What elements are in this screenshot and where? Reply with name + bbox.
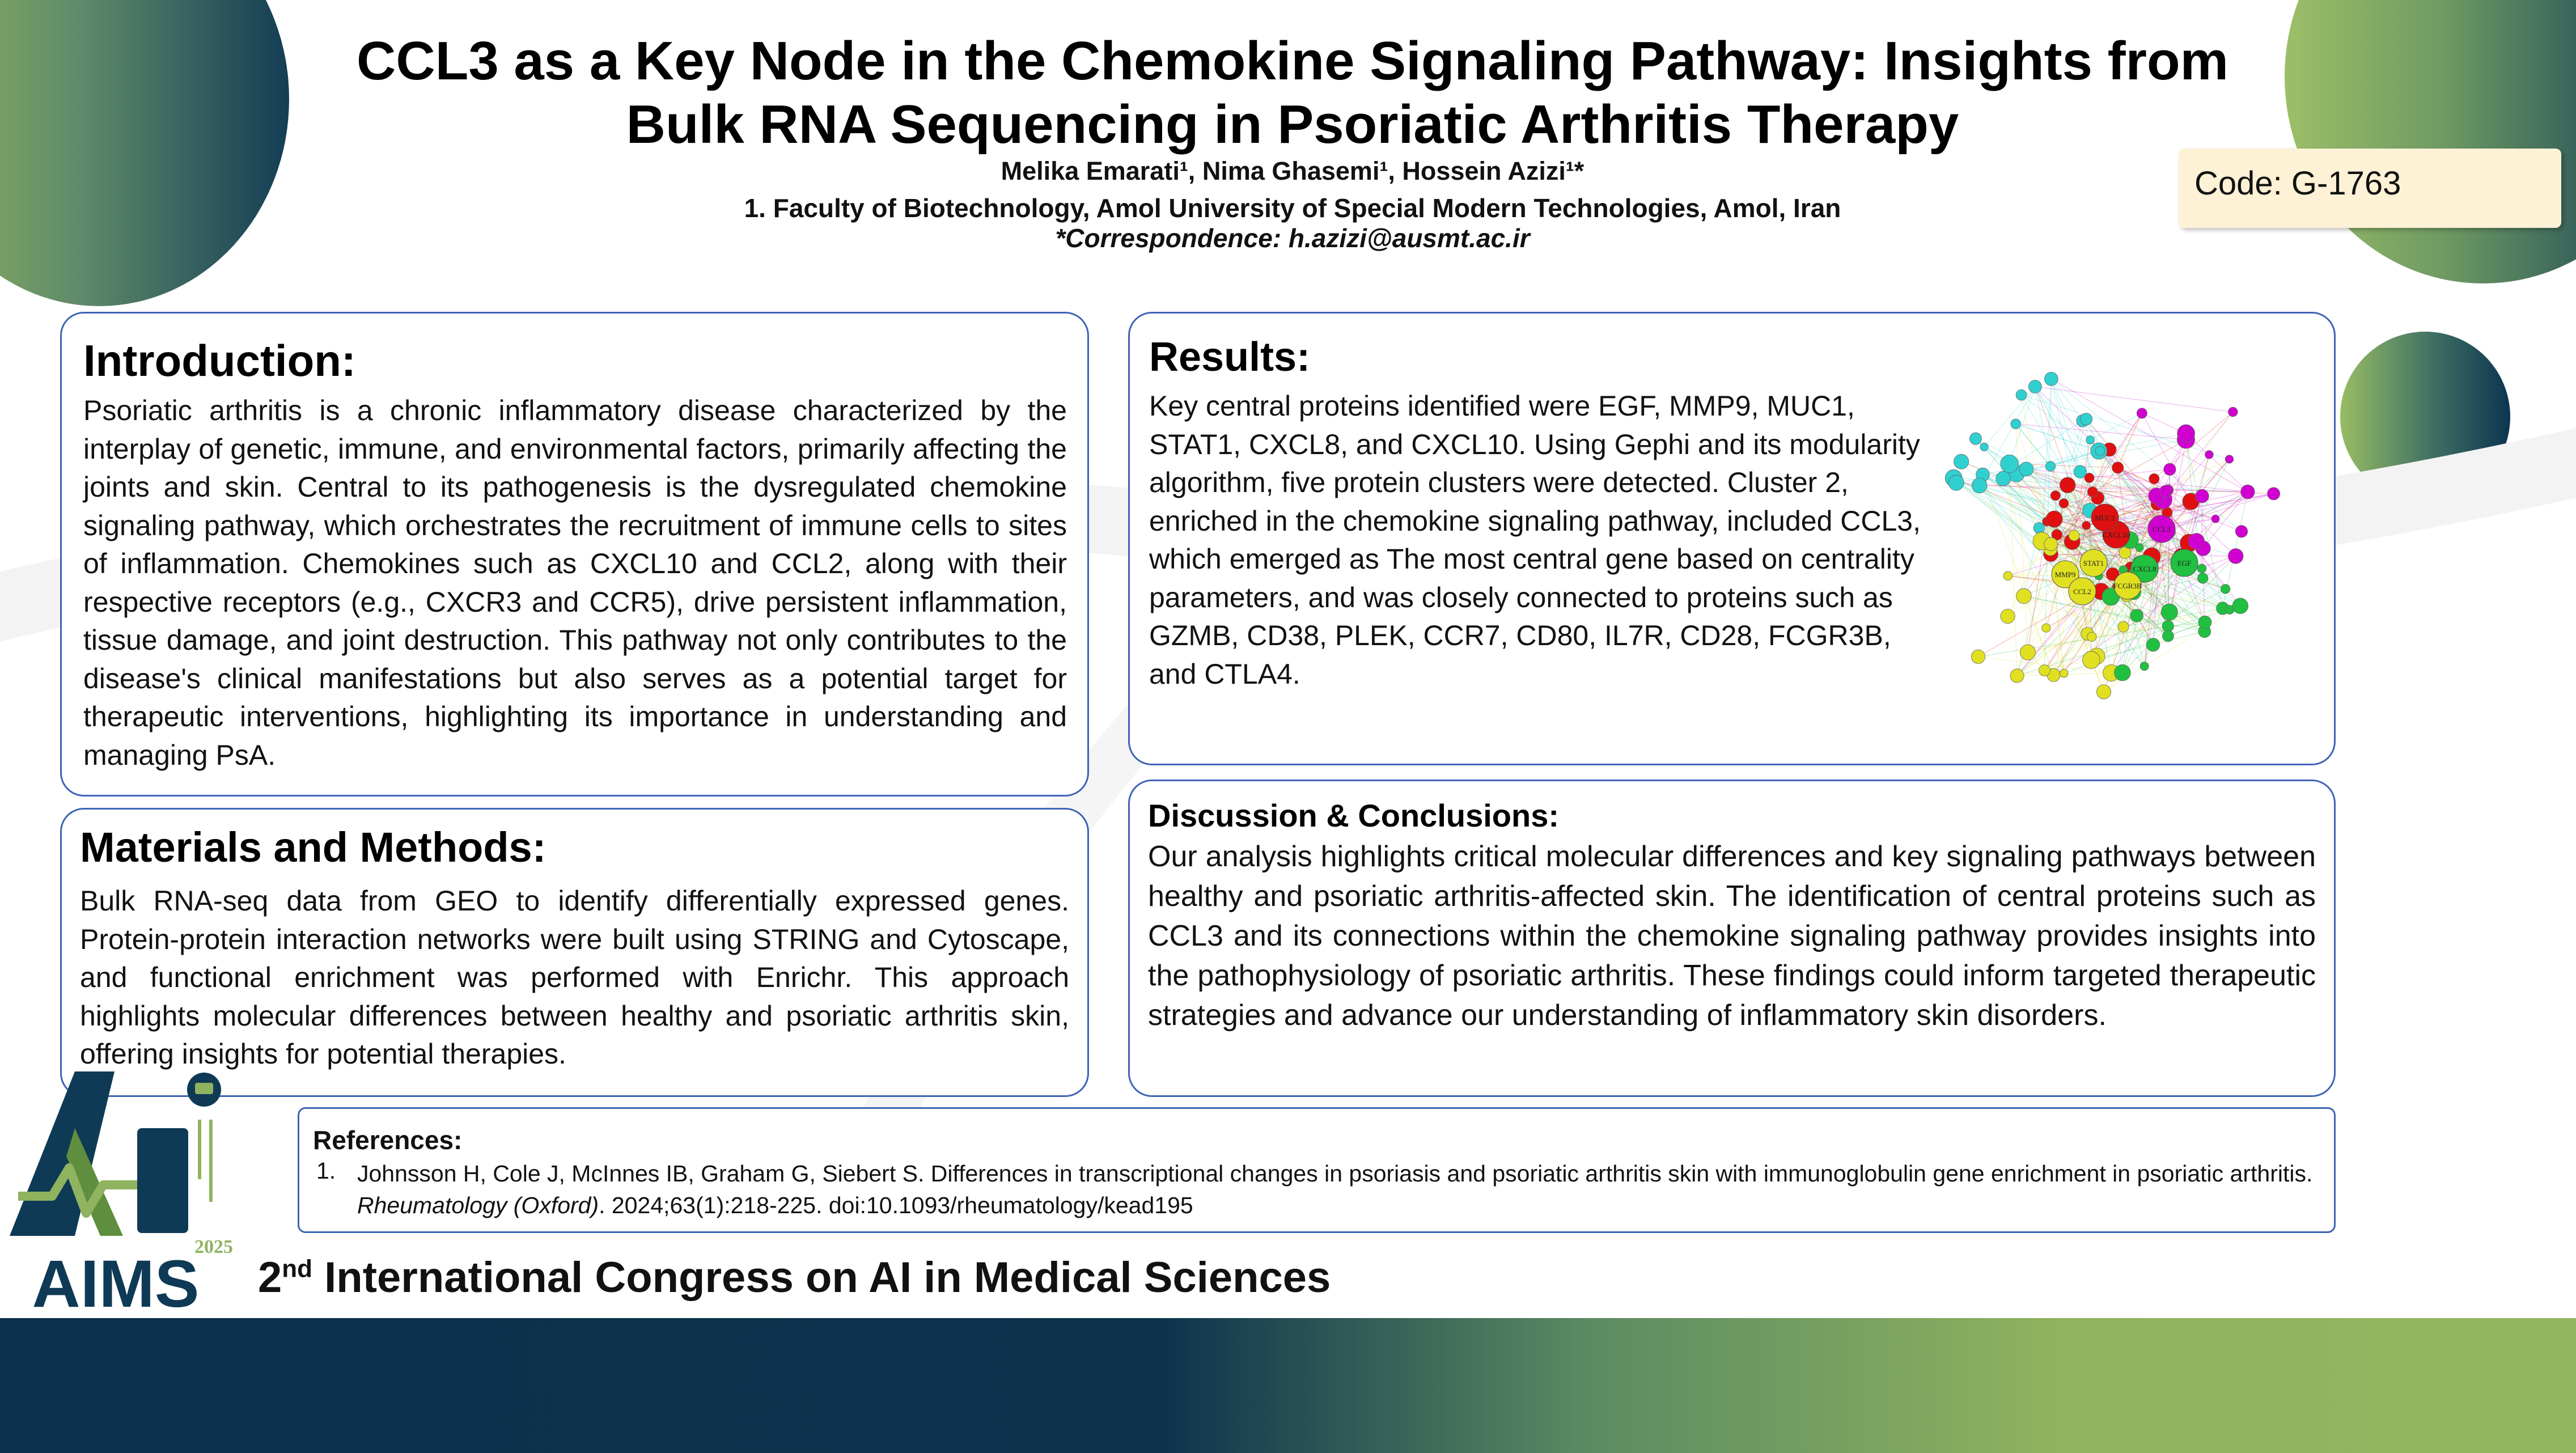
discussion-body: Our analysis highlights critical molecular differences and key signaling pathways between healthy and psoriatic arthritis-affected skin. The identification of central proteins such as CCL3 and its connections within the chemokine signaling pathway provides insights into the pathophysiology of psoriatic arthritis. These findings could inform targeted therapeutic strategies and advance our understanding of inflammatory skin disorders.	[1148, 840, 2316, 1032]
introduction-panel	[60, 312, 1089, 797]
network-node	[2163, 630, 2174, 642]
network-node	[2196, 489, 2209, 503]
network-node	[2198, 616, 2211, 629]
network-node	[2096, 685, 2111, 699]
network-node	[2019, 462, 2033, 476]
results-heading: Results:	[1149, 334, 1311, 380]
network-node	[2046, 511, 2062, 527]
network-node	[2211, 515, 2219, 523]
network-node	[1971, 650, 1985, 663]
discussion-panel	[1128, 780, 2336, 1097]
network-node	[2060, 477, 2075, 493]
network-node	[2016, 588, 2032, 604]
references-heading: References:	[313, 1125, 463, 1155]
network-node	[2221, 584, 2230, 594]
network-node	[2198, 573, 2208, 583]
network-node	[2197, 564, 2206, 573]
network-node	[2050, 491, 2060, 501]
network-hub-label: MMP9	[2054, 570, 2076, 579]
network-node	[2137, 408, 2147, 418]
network-node	[2112, 462, 2124, 473]
network-node	[2083, 651, 2100, 669]
network-node	[2044, 372, 2058, 386]
poster-title: CCL3 as a Key Node in the Chemokine Signaling Pathway: Insights from Bulk RNA Sequencing in Psoriatic Arthritis Therapy	[357, 31, 2228, 155]
network-node	[2086, 436, 2095, 444]
network-node	[2130, 609, 2143, 622]
network-node	[2232, 598, 2248, 614]
network-node	[2177, 425, 2195, 442]
network-hub-label: EGF	[2177, 559, 2192, 567]
network-hub-label: CCL2	[2073, 587, 2091, 596]
network-edge	[2016, 424, 2186, 440]
network-hub-label: CCL3	[2153, 525, 2171, 533]
network-hub-label: STAT1	[2083, 559, 2104, 567]
introduction-body: Psoriatic arthritis is a chronic inflammatory disease characterized by the interplay of genetic, immune, and environmental factors, primarily affecting the joints and skin. Central to its pathogenesis is the dysregulated chemokine signaling pathway, which orchestrates the recruitment of immune cells to sites of inflammation. Chemokines such as CXCL10 and CCL2, along with their respective receptors (e.g., CXCR3 and CCR5), drive persistent inflammation, tissue damage, and joint destruction. This pathway not only contributes to the disease's clinical manifestations but also serves as a potential target for therapeutic interventions, highlighting its importance in understanding and managing PsA.	[83, 395, 1067, 771]
decorative-circle-top-left	[0, 0, 289, 306]
network-node	[2228, 407, 2238, 417]
network-node	[2069, 530, 2079, 541]
methods-body: Bulk RNA-seq data from GEO to identify differentially expressed genes. Protein-protein interaction networks were built using STRING and Cytoscape, and functional enrichment was performed with Enrichr. This approach highlights molecular differences between healthy and psoriatic arthritis skin, offering insights for potential therapies.	[80, 885, 1069, 1070]
network-edge	[2118, 413, 2142, 468]
discussion-heading: Discussion & Conclusions:	[1148, 798, 1559, 833]
network-node	[2001, 455, 2019, 473]
network-node	[1980, 443, 1988, 451]
network-node	[2001, 609, 2015, 623]
congress-ordinal: nd	[282, 1255, 313, 1283]
decorative-circle-top-right	[2285, 0, 2576, 283]
aims-logo	[7, 1066, 236, 1312]
network-hub-label: CXCL8	[2133, 565, 2156, 573]
network-node	[2225, 455, 2233, 463]
references-panel	[298, 1107, 2336, 1233]
network-hub-label: CXCL10	[2103, 531, 2130, 539]
introduction-heading: Introduction:	[83, 336, 356, 386]
congress-text: International Congress on AI in Medical Sciences	[312, 1253, 1331, 1302]
network-node	[2164, 463, 2176, 475]
code-label: Code: G-1763	[2194, 165, 2401, 202]
reference-number: 1.	[316, 1158, 336, 1184]
network-node	[2188, 533, 2204, 549]
network-node	[2228, 549, 2243, 564]
network-node	[2115, 664, 2131, 681]
footer-band	[0, 1318, 2576, 1453]
network-node	[2060, 669, 2068, 677]
methods-panel	[60, 808, 1089, 1097]
network-node	[2146, 638, 2159, 651]
correspondence: *Correspondence: h.azizi@ausmt.ac.ir	[1055, 223, 1530, 253]
protein-network-graph	[1923, 348, 2320, 744]
network-node	[2241, 485, 2255, 499]
network-node	[2042, 624, 2050, 632]
code-badge	[2179, 149, 2561, 228]
network-node	[2095, 446, 2105, 456]
network-node	[1948, 475, 1964, 490]
network-node	[1972, 478, 1987, 493]
network-node	[2087, 487, 2098, 497]
reference-entry	[357, 1158, 2319, 1221]
congress-name	[258, 1253, 1331, 1302]
methods-heading: Materials and Methods:	[80, 824, 546, 871]
network-node	[2082, 521, 2091, 529]
network-node	[2003, 571, 2012, 581]
reference-journal: Rheumatology (Oxford)	[357, 1192, 599, 1218]
network-node	[2160, 485, 2171, 497]
logo-text: AIMS	[32, 1247, 200, 1312]
logo-year: 2025	[194, 1236, 233, 1257]
network-node	[2010, 669, 2024, 683]
results-body: Key central proteins identified were EGF, MMP9, MUC1, STAT1, CXCL8, and CXCL10. Using Gephi and its modularity algorithm, five protein clusters were detected. Cluster 2, enriched in the chemokine signaling pathway, included CCL3, which emerged as The most central gene based on centrality parameters, and was closely connected to proteins such as GZMB, CD38, PLEK, CCR7, CD80, IL7R, CD28, FCGR3B, and CTLA4.	[1149, 390, 1921, 690]
network-node	[2136, 544, 2143, 552]
congress-number: 2	[258, 1253, 282, 1302]
network-hub-label: MUC1	[2094, 514, 2116, 522]
network-node	[2235, 526, 2247, 537]
network-hub-label: FCGR3B	[2113, 582, 2142, 590]
network-node	[2161, 604, 2177, 620]
reference-text-b: . 2024;63(1):218-225. doi:10.1093/rheumatology/kead195	[599, 1192, 1193, 1218]
affiliation: 1. Faculty of Biotechnology, Amol University of Special Modern Technologies, Amol, Iran	[744, 193, 1841, 223]
results-panel	[1128, 312, 2336, 765]
network-node	[1954, 454, 1969, 469]
network-node	[2059, 498, 2069, 508]
network-node	[2081, 413, 2092, 425]
network-node	[2118, 621, 2129, 632]
authors: Melika Emarati¹, Nima Ghasemi¹, Hossein Azizi¹*	[1001, 156, 1584, 185]
network-node	[2016, 389, 2027, 400]
network-node	[2074, 465, 2086, 478]
network-node	[2268, 488, 2280, 500]
network-node	[2045, 461, 2055, 471]
reference-text-a: Johnsson H, Cole J, McInnes IB, Graham G, Siebert S. Differences in transcriptional changes in psoriasis and psoriatic arthritis skin with immunoglobulin gene enrichment in psoriatic arthritis.	[357, 1160, 2313, 1187]
network-node	[2205, 451, 2214, 459]
network-node	[2140, 662, 2149, 671]
network-node	[2039, 665, 2050, 676]
network-node	[2149, 473, 2159, 484]
network-node	[2011, 419, 2021, 429]
network-node	[2020, 645, 2035, 660]
network-node	[2033, 523, 2044, 533]
network-node	[2087, 632, 2096, 641]
network-node	[2028, 380, 2041, 393]
network-node	[1969, 433, 1981, 444]
network-node	[1996, 471, 2011, 486]
network-node	[2044, 537, 2057, 550]
